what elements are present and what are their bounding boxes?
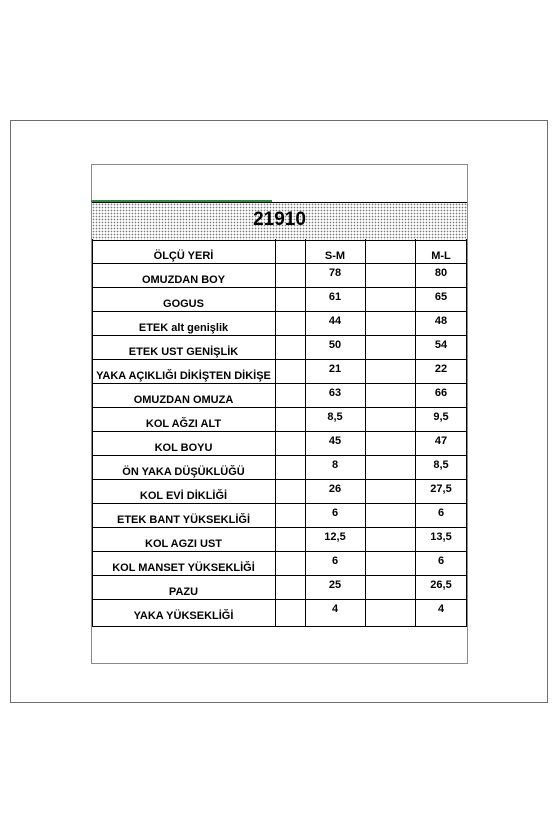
value-sm: 6	[331, 555, 339, 567]
title-band	[92, 202, 467, 241]
measurement-name: OMUZDAN BOY	[141, 274, 226, 286]
measurement-name: ÖN YAKA DÜŞÜKLÜĞÜ	[122, 466, 245, 478]
table-row	[92, 359, 467, 383]
value-sm: 25	[328, 579, 342, 591]
measurement-name: KOL BOYU	[154, 442, 213, 454]
measurement-name: GOGUS	[163, 298, 204, 310]
product-code-title: 21910	[253, 209, 306, 230]
value-sm: 78	[328, 267, 342, 279]
value-sm: 61	[328, 291, 342, 303]
value-sm: 8,5	[327, 411, 343, 423]
value-ml: 66	[434, 387, 448, 399]
table-row	[92, 263, 467, 287]
value-sm: 44	[328, 315, 342, 327]
value-sm: 8	[331, 459, 339, 471]
value-ml: 54	[434, 339, 448, 351]
value-ml: 6	[437, 555, 445, 567]
table-row	[92, 407, 467, 431]
measurement-name: KOL MANSET YÜKSEKLİĞİ	[112, 562, 255, 574]
table-row	[92, 455, 467, 479]
measurement-name: OMUZDAN OMUZA	[133, 394, 234, 406]
value-sm: 45	[328, 435, 342, 447]
table-row	[92, 431, 467, 455]
table-row	[92, 311, 467, 335]
measurement-name: YAKA YÜKSEKLİĞİ	[133, 610, 234, 622]
value-ml: 4	[437, 603, 445, 615]
header-measurement: ÖLÇÜ YERİ	[153, 250, 214, 262]
value-ml: 27,5	[430, 483, 452, 495]
value-sm: 4	[331, 603, 339, 615]
measurement-table	[92, 239, 467, 627]
table-row	[92, 503, 467, 527]
table-row	[92, 551, 467, 575]
header-size-sm: S-M	[324, 250, 346, 262]
measurement-name: YAKA AÇIKLIĞI DİKİŞTEN DİKİŞE	[96, 370, 271, 382]
table-header-row	[92, 239, 467, 263]
table-row	[92, 527, 467, 551]
value-sm: 6	[331, 507, 339, 519]
table-row	[92, 599, 467, 623]
value-ml: 6	[437, 507, 445, 519]
value-sm: 63	[328, 387, 342, 399]
value-ml: 26,5	[430, 579, 452, 591]
value-sm: 26	[328, 483, 342, 495]
header-size-ml: M-L	[431, 250, 451, 262]
measurement-name: KOL AGZI UST	[145, 538, 222, 550]
value-ml: 9,5	[433, 411, 449, 423]
measurement-name: ETEK BANT YÜKSEKLİĞİ	[116, 514, 251, 526]
value-sm: 21	[328, 363, 342, 375]
measurement-name: KOL AĞZI ALT	[145, 418, 222, 430]
table-row	[92, 335, 467, 359]
value-ml: 65	[434, 291, 448, 303]
measurement-name: ETEK alt genişlik	[138, 322, 229, 334]
value-sm: 12,5	[324, 531, 346, 543]
table-border-bottom	[92, 626, 467, 627]
value-sm: 50	[328, 339, 342, 351]
value-ml: 8,5	[433, 459, 449, 471]
table-row	[92, 575, 467, 599]
measurement-name: ETEK UST GENİŞLİK	[128, 346, 239, 358]
value-ml: 13,5	[430, 531, 452, 543]
measurement-name: PAZU	[168, 586, 199, 598]
table-row	[92, 287, 467, 311]
value-ml: 47	[434, 435, 448, 447]
table-row	[92, 383, 467, 407]
value-ml: 80	[434, 267, 448, 279]
value-ml: 48	[434, 315, 448, 327]
value-ml: 22	[434, 363, 448, 375]
table-row	[92, 479, 467, 503]
measurement-name: KOL EVİ DİKLİĞİ	[139, 490, 228, 502]
